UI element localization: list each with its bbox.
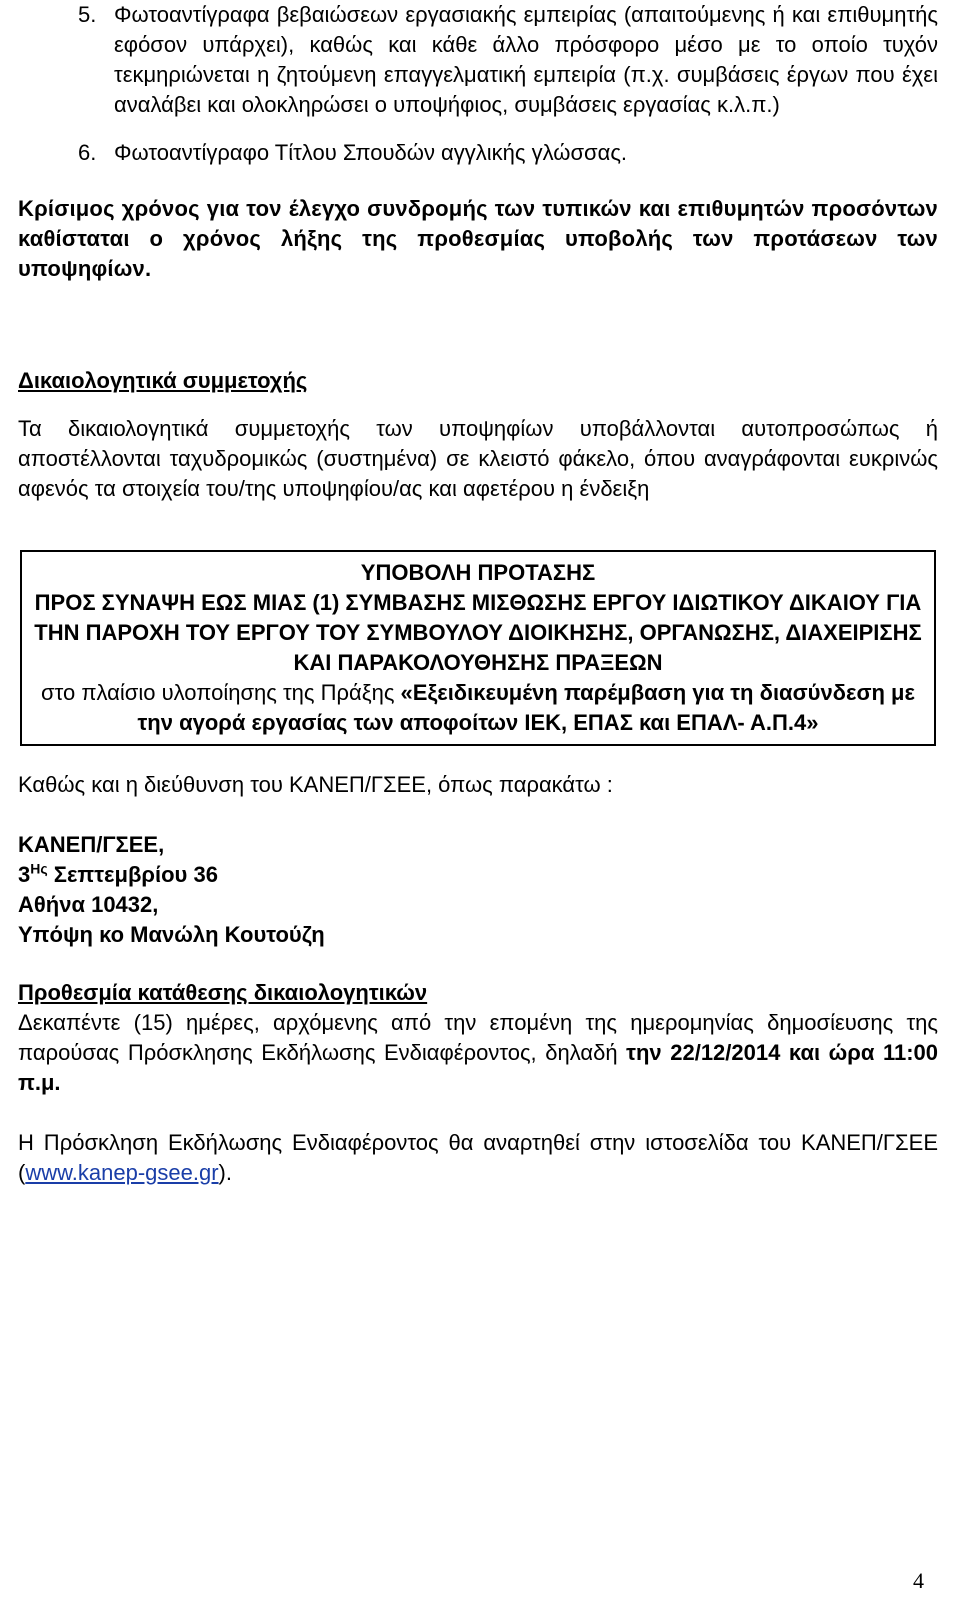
- address-street: [18, 860, 938, 890]
- list-item-text: Φωτοαντίγραφα βεβαιώσεων εργασιακής εμπειρίας (απαιτούμενης ή και επιθυμητής εφόσον υπάρχει), καθώς και κάθε άλλο πρόσφορο μέσο με το οποίο τυχόν τεκμηριώνεται η ζητούμενη επαγγελματική εμπειρία (π.χ. συμβάσεις έργων που έχει αναλάβει και ολοκληρώσει ο υποψήφιος, συμβάσεις εργασίας κ.λ.π.): [114, 2, 938, 117]
- posting-suffix: ).: [218, 1160, 232, 1185]
- document-page: [18, 0, 938, 1188]
- list-item-5: [18, 0, 938, 120]
- page-number: 4: [913, 1568, 924, 1593]
- address-org: ΚΑΝΕΠ/ΓΣΕΕ,: [18, 832, 165, 857]
- deadline-paragraph: [18, 1008, 938, 1098]
- box-context-prefix: στο πλαίσιο υλοποίησης της Πράξης: [41, 680, 401, 705]
- address-block: [18, 830, 938, 950]
- kanep-website-link[interactable]: www.kanep-gsee.gr: [25, 1160, 219, 1185]
- deadline-heading: Προθεσμία κατάθεσης δικαιολογητικών: [18, 980, 428, 1005]
- street-number: 3: [18, 862, 31, 887]
- posting-prefix: Η Πρόσκληση Εκδήλωσης Ενδιαφέροντος θα αναρτηθεί στην ιστοσελίδα του ΚΑΝΕΠ/ΓΣΕΕ (: [18, 1130, 938, 1185]
- box-contract-description: ΠΡΟΣ ΣΥΝΑΨΗ ΕΩΣ ΜΙΑΣ (1) ΣΥΜΒΑΣΗΣ ΜΙΣΘΩΣΗΣ ΕΡΓΟΥ ΙΔΙΩΤΙΚΟΥ ΔΙΚΑΙΟΥ ΓΙΑ ΤΗΝ ΠΑΡΟΧΗ ΤΟΥ ΕΡΓΟΥ ΤΟΥ ΣΥΜΒΟΥΛΟΥ ΔΙΟΙΚΗΣΗΣ, ΟΡΓΑΝΩΣΗΣ, ΔΙΑΧΕΙΡΙΣΗΣ ΚΑΙ ΠΑΡΑΚΟΛΟΥΘΗΣΗΣ ΠΡΑΞΕΩΝ: [34, 590, 922, 675]
- list-item-text: Φωτοαντίγραφο Τίτλου Σπουδών αγγλικής γλώσσας.: [114, 140, 628, 165]
- box-project-title: «Εξειδικευμένη παρέμβαση για τη διασύνδεση με την αγορά εργασίας των αποφοίτων ΙΕΚ, ΕΠΑΣ και ΕΠΑΛ- Α.Π.4»: [137, 680, 915, 735]
- address-city: Αθήνα 10432,: [18, 892, 159, 917]
- street-name: Σεπτεμβρίου 36: [47, 862, 218, 887]
- box-project-line: [26, 678, 930, 738]
- box-title: ΥΠΟΒΟΛΗ ΠΡΟΤΑΣΗΣ: [360, 560, 596, 585]
- list-number: 6.: [78, 140, 97, 165]
- submission-label-box: [20, 550, 936, 746]
- street-ordinal: Ης: [30, 860, 48, 877]
- participation-heading: Δικαιολογητικά συμμετοχής: [18, 368, 308, 393]
- deadline-date: την 22/12/2014 και ώρα 11:00 π.μ.: [18, 1040, 939, 1095]
- address-attention: Υπόψη κο Μανώλη Κουτούζη: [18, 922, 325, 947]
- posting-paragraph: [18, 1128, 938, 1188]
- participation-paragraph: Τα δικαιολογητικά συμμετοχής των υποψηφίων υποβάλλονται αυτοπροσώπως ή αποστέλλονται ταχυδρομικώς (συστημένα) σε κλειστό φάκελο, όπου αναγράφονται ευκρινώς αφενός τα στοιχεία του/της υποψηφίου/ας και αφετέρου η ένδειξη: [18, 416, 938, 501]
- list-item-6: [18, 138, 938, 168]
- address-intro: Καθώς και η διεύθυνση του ΚΑΝΕΠ/ΓΣΕΕ, όπως παρακάτω :: [18, 772, 613, 797]
- deadline-text: Δεκαπέντε (15) ημέρες, αρχόμενης από την επομένη της ημερομηνίας δημοσίευσης της παρούσας Πρόσκλησης Εκδήλωσης Ενδιαφέροντος, δηλαδή: [18, 1010, 938, 1065]
- list-number: 5.: [78, 2, 97, 27]
- critical-time-paragraph: Κρίσιμος χρόνος για τον έλεγχο συνδρομής των τυπικών και επιθυμητών προσόντων καθίσταται ο χρόνος λήξης της προθεσμίας υποβολής των προτάσεων των υποψηφίων.: [18, 196, 938, 281]
